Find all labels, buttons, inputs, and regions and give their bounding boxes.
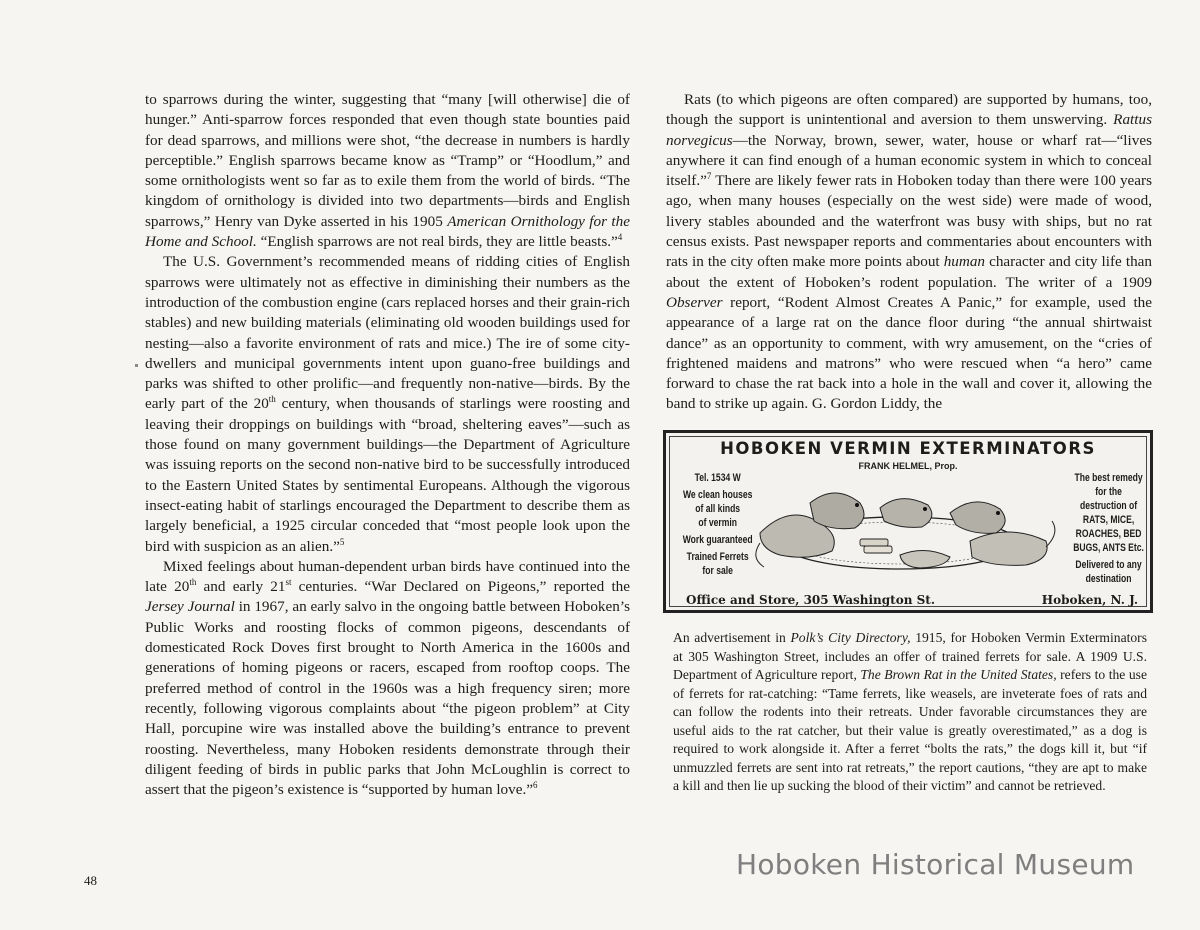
paragraph-text: report, “Rodent Almost Creates A Panic,” for example, used the appearance of a large rat on the dance floor during “the annual shirtwaist dance” as an opportunity to comment, with wry amusement, on the “cries of frightened maidens and matrons” who were rescued when “a hero” came forward to chase the rat back into a hole in the wall and cover it, allowing the band to strike up again. G. Gordon Liddy, the [666,293,1152,413]
ad-proprietor: FRANK HELMEL, Prop. [858,461,958,471]
left-paragraph-2 [145,252,630,556]
caption-segment: An advertisement in [673,630,791,645]
report-title: The Brown Rat in the United States, [860,667,1057,682]
rats-illustration [750,463,1060,573]
left-column [145,90,630,800]
ad-title: HOBOKEN VERMIN EXTERMINATORS [720,439,1096,458]
left-paragraph-3 [145,557,630,801]
caption-segment: 1915, for Hoboken Vermin Exterminators at 305 Washington Street, includes an offer of trained ferrets for sale. A 1909 U.S. Department of Agriculture report, [673,630,1147,682]
species-name: Rattus norvegicus [666,111,1152,149]
newspaper-title: Observer [666,293,723,311]
scan-mark [135,364,138,367]
footnote-ref: 6 [533,780,538,791]
emphasis: human [943,253,986,271]
ordinal-suffix: th [268,394,276,405]
ad-right-text [1071,471,1146,586]
ad-address: Office and Store, 305 Washington St. [686,593,935,607]
ad-right-line: destruction of [1079,500,1138,512]
ad-left-line: We clean houses [682,489,753,501]
caption-segment: refers to the use of ferrets for rat-catching: “Tame ferrets, like weasels, are inveterate foes of rats and can follow the rodents into their retreats. Under favorable circumstances they are useful aids to the rat catcher, but their value is greatly overestimated,” as a dog is required to work alongside it. After a ferret “bolts the rats,” the dogs kill it, but “if unmuzzled ferrets are sent into rat retreats,” the report cautions, “they are apt to make a kill and then lie up sucking the blood of their victim” and cannot be retrieved. [673,667,1147,793]
newspaper-title: Jersey Journal [145,598,235,616]
ad-left-line: Work guaranteed [682,534,753,546]
ad-left-line: of vermin [698,517,737,529]
paragraph-text: and early 21 [196,578,286,596]
ad-right-line: RATS, MICE, [1082,514,1135,526]
ad-left-line: of all kinds [695,503,741,515]
ad-caption [673,629,1147,796]
museum-watermark: Hoboken Historical Museum [736,848,1135,881]
exterminator-advertisement [663,430,1153,613]
paragraph-text: Rats (to which pigeons are often compared) are supported by humans, too, though the support is unintentional and aversion to them unswerving. [666,91,1152,129]
ad-left-line: for sale [702,565,733,577]
book-title: American Ornithology for the Home and School. [145,212,630,251]
paragraph-text: The U.S. Government’s recommended means of ridding cities of English sparrows were ultimately not as effective in diminishing their numbers as the introduction of the combustion engine (cars replaced horses and their grain-rich stables) and new building materials (eliminating old wooden buildings used for nesting—also a favorite environment of rats and mice.) The ire of some city-dwellers and municipal governments intent upon guano-free buildings and parks was shifted to other prolific—and frequently non-native—birds. By the early part of the 20 [145,253,630,413]
ad-city: Hoboken, N. J. [1041,593,1138,607]
ad-right-line: Delivered to any [1075,559,1142,571]
paragraph-text: centuries. “War Declared on Pigeons,” reported the [291,578,631,596]
left-paragraph-1 [145,90,630,252]
ordinal-suffix: st [285,577,292,588]
ad-left-line: Tel. 1534 W [694,472,741,484]
footnote-ref: 4 [617,232,623,243]
ad-left-line: Trained Ferrets [686,551,749,563]
ad-right-line: The best remedy [1074,472,1143,484]
footnote-ref: 7 [706,171,712,182]
ordinal-suffix: th [189,577,197,588]
ad-left-text [674,471,761,578]
caption-text [673,629,1147,796]
paragraph-text: to sparrows during the winter, suggesting that “many [will otherwise] die of hunger.” Anti-sparrow forces responded that even though state bounties paid for dead sparrows, and millions were shot, “the decrease in numbers is hardly perceptible.” English sparrows became know as “Tramp” or “Hoodlum,” and some ornithologists went so far as to exile them from the world of birds. “The kingdom of ornithology is divided into two departments—birds and English sparrows,” Henry van Dyke asserted in his 1905 [145,91,630,230]
ad-right-line: destination [1085,573,1132,585]
ad-right-line: ROACHES, BED [1075,528,1142,540]
paragraph-text: character and city life than about the extent of Hoboken’s rodent population. The writer of a 1909 [666,253,1152,291]
paragraph-text: century, when thousands of starlings were roosting and leaving their droppings on buildings with “broad, sheltering eaves”—such as those found on many government buildings—the Department of Agriculture was issuing reports on the second non-native bird to be successfully introduced to the Eastern United States by sentimental Europeans. Although the vigorous insect-eating habit of starlings encouraged the Department to describe them as largely beneficial, a 1925 circular conceded that “most people look upon the bird with suspicion as an alien.” [145,395,630,555]
ad-right-line: BUGS, ANTS Etc. [1073,542,1144,554]
paragraph-text: There are likely fewer rats in Hoboken today than there were 100 years ago, when many houses (especially on the west side) were made of wood, livery stables abounded and the waterfront was busy with ships, but no rat census exists. Past newspaper reports and commentaries about encounters with rats in the city often make more points about [666,172,1152,271]
paragraph-text: “English sparrows are not real birds, they are little beasts.” [256,233,618,251]
footnote-ref: 5 [339,536,345,547]
ad-right-line: for the [1095,486,1122,498]
paragraph-text: in 1967, an early salvo in the ongoing battle between Hoboken’s Public Works and roosting flocks of common pigeons, descendants of domesticated Rock Doves first brought to North America in the 1600s and generations of homing pigeons or racers, escaped from rooftop coops. The preferred method of control in the 1960s was a high frequency siren; more recently, following vigorous complaints about “the pigeon problem” at City Hall, porcupine wire was installed above the building’s entrance to prevent roosting. Nevertheless, many Hoboken residents demonstrate through their diligent feeding of birds in public parks that John McLoughlin is correct to assert that the pigeon’s existence is “supported by human love.” [145,598,630,799]
right-paragraph-1 [666,90,1152,415]
page-number: 48 [84,873,97,888]
paragraph-text: Mixed feelings about human-dependent urban birds have continued into the late 20 [145,557,630,596]
directory-title: Polk’s City Directory, [790,630,911,645]
right-column [666,90,1152,415]
paragraph-text: —the Norway, brown, sewer, water, house or wharf rat—“lives anywhere it can find enough of a human economic system in which to conceal itself.” [666,131,1152,190]
